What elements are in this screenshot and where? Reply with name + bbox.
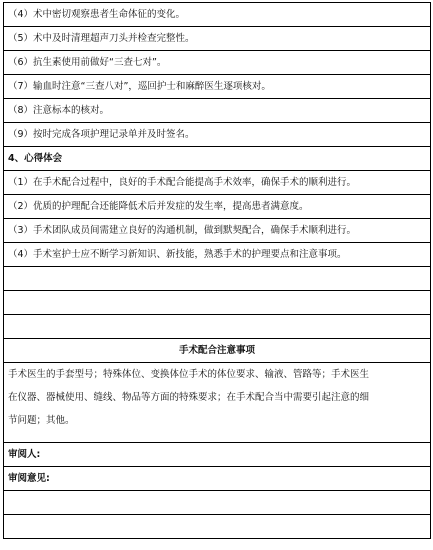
table-row: （5）术中及时清理超声刀头并检查完整性。	[4, 27, 430, 51]
table-row: （3）手术团队成员间需建立良好的沟通机制，做到默契配合，确保手术顺利进行。	[4, 219, 430, 243]
notes-heading: 手术配合注意事项	[4, 339, 430, 363]
review-opinion-label: 审阅意见:	[4, 467, 430, 491]
empty-row	[4, 315, 430, 339]
empty-row	[4, 491, 430, 515]
empty-row	[4, 515, 430, 539]
table-row: （4）术中密切观察患者生命体征的变化。	[4, 3, 430, 27]
table-row: （8）注意标本的核对。	[4, 99, 430, 123]
notes-line: 节问题；其他。	[8, 415, 75, 426]
table-row: （4）手术室护士应不断学习新知识、新技能，熟悉手术的护理要点和注意事项。	[4, 243, 430, 267]
table-row: （1）在手术配合过程中，良好的手术配合能提高手术效率，确保手术的顺利进行。	[4, 171, 430, 195]
notes-paragraph	[4, 363, 430, 443]
table-row: （7）输血时注意“三查八对”，巡回护士和麻醉医生逐项核对。	[4, 75, 430, 99]
table-row: （9）按时完成各项护理记录单并及时签名。	[4, 123, 430, 147]
empty-row	[4, 291, 430, 315]
notes-line: 在仪器、器械使用、缝线、物品等方面的特殊要求；在手术配合当中需要引起注意的细	[8, 392, 370, 403]
section-heading-experience: 4、心得体会	[4, 147, 430, 171]
notes-line: 手术医生的手套型号；特殊体位、变换体位手术的体位要求、输液、管路等；手术医生	[8, 369, 370, 380]
nursing-record-table	[3, 2, 431, 539]
reviewer-label: 审阅人:	[4, 443, 430, 467]
table-row: （2）优质的护理配合还能降低术后并发症的发生率，提高患者满意度。	[4, 195, 430, 219]
empty-row	[4, 267, 430, 291]
table-row: （6）抗生素使用前做好“三查七对”。	[4, 51, 430, 75]
